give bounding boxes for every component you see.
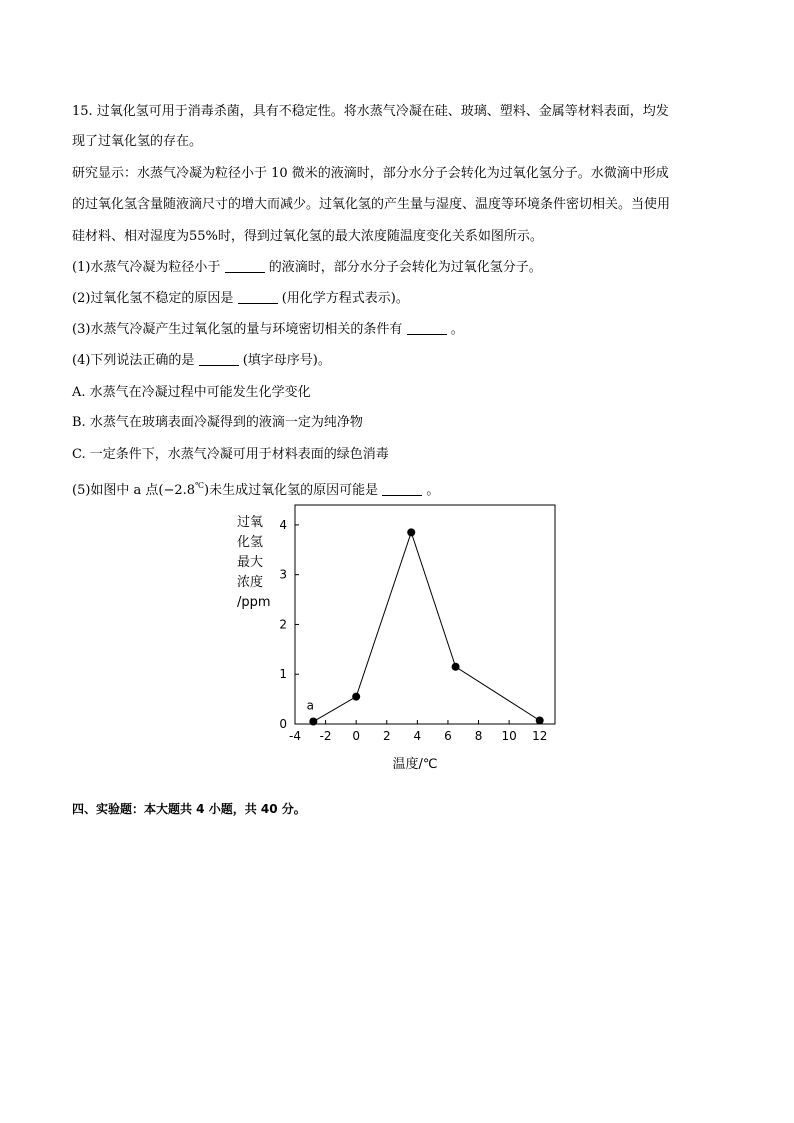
- sub-question-3-text-a: (3)水蒸气冷凝产生过氧化氢的量与环境密切相关的条件有: [72, 322, 403, 337]
- answer-blank-1[interactable]: [225, 260, 265, 273]
- option-a: A. 水蒸气在冷凝过程中可能发生化学变化: [72, 385, 311, 400]
- x-axis-label: 温度/℃: [392, 757, 438, 772]
- temperature-concentration-chart: [225, 500, 565, 775]
- data-point: [452, 663, 460, 671]
- option-b: B. 水蒸气在玻璃表面冷凝得到的液滴一定为纯净物: [72, 415, 363, 430]
- annotations: [307, 699, 314, 713]
- plot-frame: [295, 505, 555, 724]
- x-tick-label: 0: [352, 729, 360, 743]
- y-tick-label: 0: [279, 717, 287, 731]
- sub-question-2-text-b: (用化学方程式表示)。: [281, 291, 409, 306]
- x-tick-label: 8: [474, 729, 483, 743]
- y-tick-label: 1: [279, 667, 287, 682]
- research-text-line-3: 硅材料、相对湿度为55%时，得到过氧化氢的最大浓度随温度变化关系如图所示。: [72, 229, 543, 244]
- axis-ticks: [279, 518, 547, 743]
- section-title: 四、实验题：本大题共 4 小题，共 40 分。: [72, 802, 306, 816]
- y-axis-label-line: 过氧: [237, 515, 264, 530]
- y-axis-label: [237, 514, 271, 610]
- data-points: [306, 528, 543, 725]
- x-tick-label: -2: [319, 729, 332, 743]
- y-axis-label-line: 浓度: [237, 575, 264, 590]
- sub-question-2-text-a: (2)过氧化氢不稳定的原因是: [72, 291, 234, 306]
- research-text-line-1: 研究显示：水蒸气冷凝为粒径小于 10 微米的液滴时，部分水分子会转化为过氧化氢分子。水微滴中形成: [72, 166, 669, 181]
- option-c: C. 一定条件下，水蒸气冷凝可用于材料表面的绿色消毒: [72, 447, 389, 462]
- sub-question-4-text-b: (填字母序号)。: [242, 353, 331, 368]
- sub-question-1-text-a: (1)水蒸气冷凝为粒径小于: [72, 260, 221, 275]
- sub-question-2: [72, 290, 722, 308]
- x-tick-label: 4: [413, 729, 422, 743]
- sub-question-4-text-a: (4)下列说法正确的是: [72, 353, 195, 368]
- y-tick-label: 2: [279, 617, 287, 632]
- sub-question-5: [72, 477, 722, 500]
- sub-question-1: [72, 259, 722, 277]
- answer-blank-2[interactable]: [238, 291, 278, 304]
- x-tick-label: 2: [382, 729, 391, 743]
- y-tick-label: 4: [279, 517, 287, 532]
- research-text-line-2: 的过氧化氢含量随液滴尺寸的增大而减少。过氧化氢的产生量与湿度、温度等环境条件密切相关。当使用: [72, 197, 671, 212]
- question-stem-line-1: 15. 过氧化氢可用于消毒杀菌，具有不稳定性。将水蒸气冷凝在硅、玻璃、塑料、金属等材料表面，均发: [72, 104, 669, 119]
- sub-question-1-text-b: 的液滴时，部分水分子会转化为过氧化氢分子。: [268, 260, 542, 275]
- x-tick-label: 10: [501, 729, 517, 743]
- celsius-superscript: ℃: [195, 481, 205, 490]
- answer-blank-5[interactable]: [382, 483, 422, 496]
- series-line: [313, 532, 539, 721]
- sub-question-3: [72, 321, 722, 339]
- y-tick-label: 3: [279, 567, 287, 582]
- sub-question-4: [72, 352, 722, 370]
- sub-question-5-text-b: )未生成过氧化氢的原因可能是: [204, 483, 379, 498]
- sub-question-5-text-c: 。: [426, 483, 440, 498]
- y-axis-label-line: 化氢: [237, 535, 264, 550]
- answer-blank-4[interactable]: [199, 353, 239, 366]
- sub-question-5-text-a: (5)如图中 a 点(−2.8: [72, 483, 196, 498]
- question-stem-line-2: 现了过氧化氢的存在。: [72, 134, 203, 149]
- sub-question-3-text-b: 。: [450, 322, 464, 337]
- data-point: [407, 528, 415, 536]
- data-point: [309, 718, 317, 726]
- data-point: [352, 693, 360, 701]
- x-tick-label: 12: [532, 729, 548, 743]
- y-axis-label-line: /ppm: [237, 595, 271, 610]
- answer-blank-3[interactable]: [407, 322, 447, 335]
- x-tick-label: -4: [289, 729, 301, 743]
- y-axis-label-line: 最大: [237, 555, 264, 570]
- data-point: [536, 717, 544, 725]
- x-tick-label: 6: [444, 729, 452, 743]
- point-label-a: a: [306, 698, 315, 713]
